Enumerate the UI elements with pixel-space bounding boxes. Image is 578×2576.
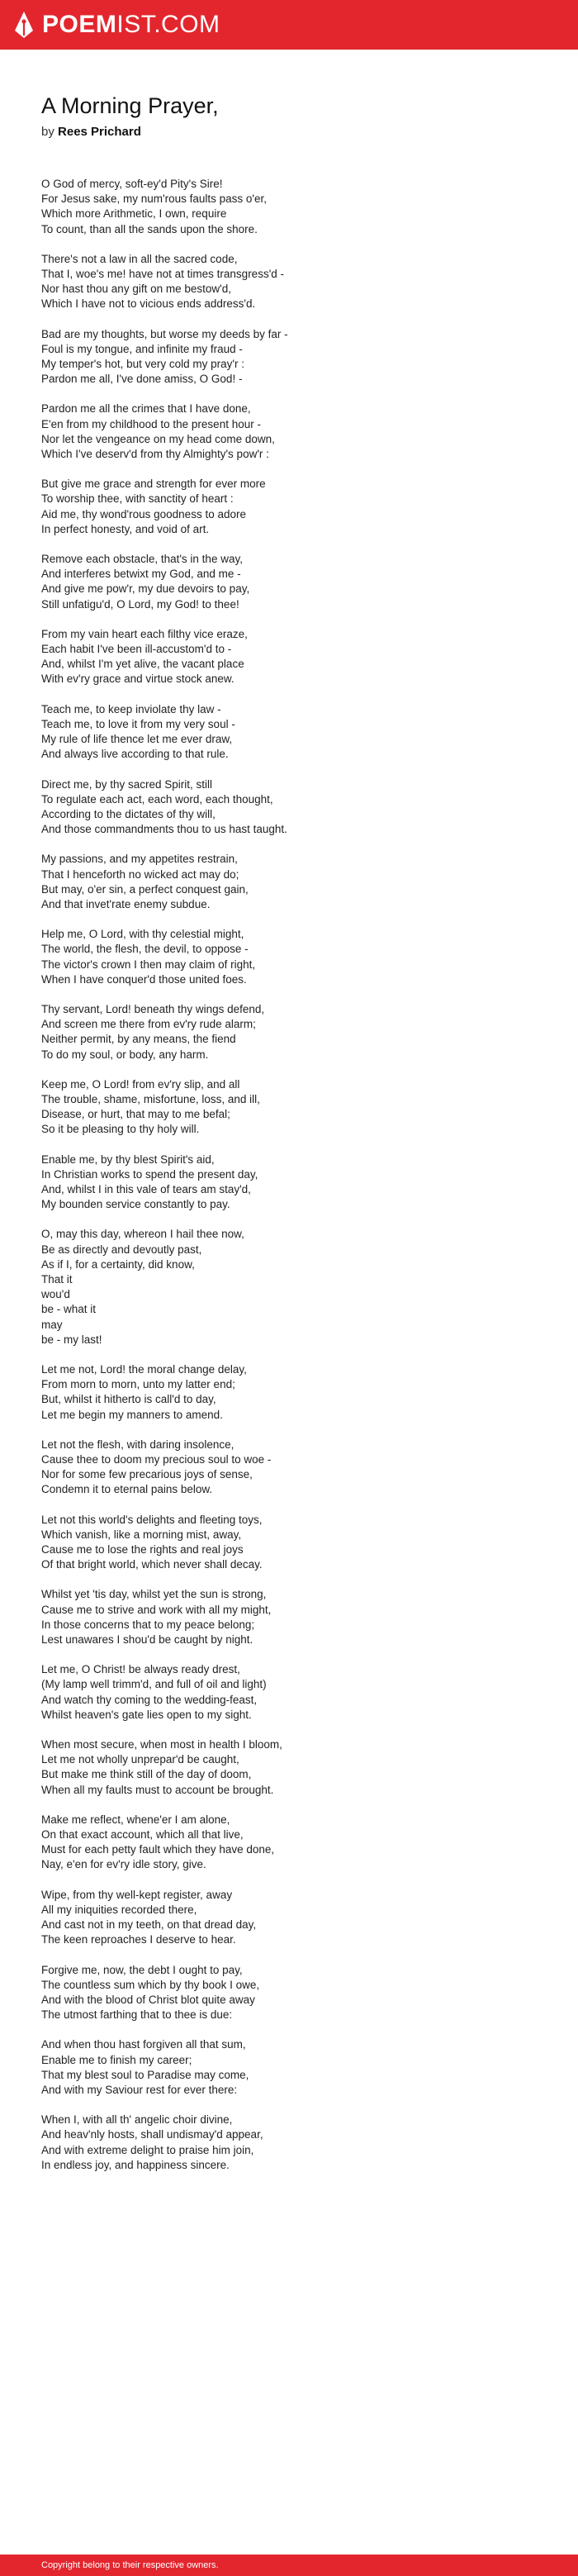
poem-line: Teach me, to keep inviolate thy law - xyxy=(41,702,221,715)
poem-line: Direct me, by thy sacred Spirit, still xyxy=(41,777,213,791)
stanza xyxy=(41,1587,553,1647)
poem-line: Make me reflect, whene'er I am alone, xyxy=(41,1813,230,1826)
poem-line: And with the blood of Christ blot quite away xyxy=(41,1993,255,2006)
pen-nib-icon xyxy=(13,11,35,39)
stanza xyxy=(41,702,553,763)
poem-line: The world, the flesh, the devil, to oppose - xyxy=(41,943,249,956)
poem-line: But, whilst it hitherto is call'd to day, xyxy=(41,1393,216,1406)
poem-line: And heav'nly hosts, shall undismay'd appear, xyxy=(41,2128,263,2141)
poem-line: When most secure, when most in health I bloom, xyxy=(41,1738,282,1751)
poem-line: Still unfatigu'd, O Lord, my God! to thee! xyxy=(41,597,239,611)
poem-line: (My lamp well trimm'd, and full of oil and light) xyxy=(41,1678,267,1691)
author-link[interactable]: Rees Prichard xyxy=(58,125,141,139)
poem-line: Cause thee to doom my precious soul to woe - xyxy=(41,1453,272,1466)
poem-line: The keen reproaches I deserve to hear. xyxy=(41,1933,236,1946)
poem-line: Cause me to strive and work with all my might, xyxy=(41,1603,272,1616)
poem-line: Pardon me all the crimes that I have done, xyxy=(41,402,251,416)
byline xyxy=(41,124,553,140)
poem-line: My passions, and my appetites restrain, xyxy=(41,853,238,866)
poem-line: be - what it xyxy=(41,1303,97,1316)
site-footer xyxy=(0,2555,578,2576)
poem-line: That my blest soul to Paradise may come, xyxy=(41,2068,249,2081)
stanza xyxy=(41,1813,553,1873)
poem-line: Which I have not to vicious ends address'd. xyxy=(41,297,256,311)
poem-line: My bounden service constantly to pay. xyxy=(41,1198,230,1211)
poem-line: My rule of life thence let me ever draw, xyxy=(41,733,233,746)
poem-line: Let not the flesh, with daring insolence, xyxy=(41,1438,235,1451)
poem-line: The victor's crown I then may claim of right, xyxy=(41,958,256,971)
stanza xyxy=(41,852,553,912)
stanza xyxy=(41,402,553,462)
poem-line: And give me pow'r, my due devoirs to pay, xyxy=(41,582,250,596)
poem-line: Of that bright world, which never shall decay. xyxy=(41,1558,263,1571)
poem-line: That it xyxy=(41,1272,73,1286)
poem-line: Thy servant, Lord! beneath thy wings defend, xyxy=(41,1002,265,1015)
poem-line: Disease, or hurt, that may to me befal; xyxy=(41,1108,230,1121)
stanza xyxy=(41,1888,553,1948)
brand-light: IST.COM xyxy=(116,11,220,38)
poem-line: There's not a law in all the sacred code, xyxy=(41,252,238,265)
poem-line: In those concerns that to my peace belong; xyxy=(41,1618,255,1631)
poem-line: Whilst heaven's gate lies open to my sight. xyxy=(41,1708,252,1721)
copyright-text: Copyright belong to their respective owners. xyxy=(41,2560,219,2570)
poem-line: Which more Arithmetic, I own, require xyxy=(41,207,227,221)
poem-line: From morn to morn, unto my latter end; xyxy=(41,1378,235,1391)
poem-line: Keep me, O Lord! from ev'ry slip, and all xyxy=(41,1077,240,1091)
poem-line: And interferes betwixt my God, and me - xyxy=(41,568,241,581)
poem-line: In Christian works to spend the present day, xyxy=(41,1167,258,1181)
poem-line: The trouble, shame, misfortune, loss, and ill, xyxy=(41,1092,260,1105)
poem-line: When I, with all th' angelic choir divine, xyxy=(41,2113,233,2127)
stanza xyxy=(41,1963,553,2023)
poem-line: And those commandments thou to us hast taught. xyxy=(41,823,287,836)
poem-line: So it be pleasing to thy holy will. xyxy=(41,1123,200,1136)
poem-line: And always live according to that rule. xyxy=(41,748,229,761)
poem-line: Nor for some few precarious joys of sense, xyxy=(41,1468,253,1481)
poem-line: My temper's hot, but very cold my pray'r : xyxy=(41,358,244,371)
poem-body xyxy=(41,177,553,2173)
poem-line: But give me grace and strength for ever more xyxy=(41,478,266,491)
stanza xyxy=(41,252,553,312)
poem-line: On that exact account, which all that live, xyxy=(41,1828,244,1842)
poem-line: Be as directly and devoutly past, xyxy=(41,1243,202,1256)
poem-line: When I have conquer'd those united foes. xyxy=(41,972,247,986)
stanza xyxy=(41,1227,553,1347)
poem-line: Let me, O Christ! be always ready drest, xyxy=(41,1663,240,1676)
stanza xyxy=(41,1662,553,1723)
poem-line: Forgive me, now, the debt I ought to pay, xyxy=(41,1963,243,1976)
poem-line: The utmost farthing that to thee is due: xyxy=(41,2008,233,2022)
stanza xyxy=(41,927,553,987)
poem-line: Enable me, by thy blest Spirit's aid, xyxy=(41,1153,215,1166)
poem-line: And when thou hast forgiven all that sum, xyxy=(41,2038,246,2051)
poem-line: O, may this day, whereon I hail thee now, xyxy=(41,1228,244,1241)
poem-line: Let me begin my manners to amend. xyxy=(41,1408,223,1421)
poem-line: In endless joy, and happiness sincere. xyxy=(41,2158,230,2171)
poem-line: To do my soul, or body, any harm. xyxy=(41,1048,209,1061)
stanza xyxy=(41,777,553,838)
stanza xyxy=(41,327,553,387)
stanza xyxy=(41,1737,553,1798)
poem-line: To worship thee, with sanctity of heart : xyxy=(41,492,234,506)
poem-line: Cause me to lose the rights and real joys xyxy=(41,1543,244,1557)
poem-line: wou'd xyxy=(41,1288,70,1301)
poem-line: As if I, for a certainty, did know, xyxy=(41,1257,195,1271)
poem-line: Lest unawares I shou'd be caught by night. xyxy=(41,1633,253,1647)
site-header xyxy=(0,0,578,50)
poem-line: In perfect honesty, and void of art. xyxy=(41,522,210,535)
poem-line: From my vain heart each filthy vice eraze, xyxy=(41,627,248,640)
poem-line: And watch thy coming to the wedding-feast, xyxy=(41,1693,258,1706)
site-logo[interactable] xyxy=(13,0,220,50)
poem-line: Let me not, Lord! the moral change delay, xyxy=(41,1363,247,1376)
stanza xyxy=(41,1438,553,1498)
poem-line: And screen me there from ev'ry rude alarm; xyxy=(41,1018,256,1031)
poem-line: And cast not in my teeth, on that dread day, xyxy=(41,1918,257,1932)
poem-line: For Jesus sake, my num'rous faults pass o'er, xyxy=(41,192,268,206)
poem-line: Teach me, to love it from my very soul - xyxy=(41,717,235,730)
poem-line: But may, o'er sin, a perfect conquest gain, xyxy=(41,882,249,896)
poem-line: To regulate each act, each word, each thought, xyxy=(41,792,273,806)
poem-content xyxy=(41,93,553,2188)
poem-line: The countless sum which by thy book I owe, xyxy=(41,1978,260,1991)
poem-line: Neither permit, by any means, the fiend xyxy=(41,1033,236,1046)
poem-line: Wipe, from thy well-kept register, away xyxy=(41,1888,233,1901)
by-label: by xyxy=(41,125,54,139)
stanza xyxy=(41,552,553,612)
poem-line: Each habit I've been ill-accustom'd to - xyxy=(41,643,232,656)
poem-line: Nor hast thou any gift on me bestow'd, xyxy=(41,283,231,296)
poem-line: Help me, O Lord, with thy celestial might, xyxy=(41,928,244,941)
poem-line: Must for each petty fault which they have done, xyxy=(41,1843,275,1856)
poem-line: All my iniquities recorded there, xyxy=(41,1903,197,1916)
poem-line: And that invet'rate enemy subdue. xyxy=(41,897,211,910)
poem-line: And with my Saviour rest for ever there: xyxy=(41,2083,238,2096)
poem-line: According to the dictates of thy will, xyxy=(41,807,216,820)
poem-line: And, whilst I'm yet alive, the vacant place xyxy=(41,658,244,671)
stanza xyxy=(41,2113,553,2173)
poem-line: Enable me to finish my career; xyxy=(41,2053,192,2066)
poem-line: That I, woe's me! have not at times transgress'd - xyxy=(41,268,285,281)
brand-name xyxy=(42,0,220,50)
poem-line: Which I've deserv'd from thy Almighty's pow'r : xyxy=(41,448,269,461)
poem-line: Let me not wholly unprepar'd be caught, xyxy=(41,1753,239,1766)
poem-line: Aid me, thy wond'rous goodness to adore xyxy=(41,507,246,520)
stanza xyxy=(41,2037,553,2098)
poem-line: To count, than all the sands upon the shore. xyxy=(41,222,258,235)
stanza xyxy=(41,1002,553,1062)
poem-line: But make me think still of the day of doom, xyxy=(41,1768,252,1781)
stanza xyxy=(41,477,553,537)
brand-bold: POEM xyxy=(42,11,117,38)
stanza xyxy=(41,627,553,687)
poem-line: Which vanish, like a morning mist, away, xyxy=(41,1528,242,1541)
stanza xyxy=(41,1362,553,1423)
poem-line: Condemn it to eternal pains below. xyxy=(41,1483,213,1496)
poem-line: When all my faults must to account be brought. xyxy=(41,1783,274,1796)
stanza xyxy=(41,1513,553,1573)
poem-line: And, whilst I in this vale of tears am stay'd, xyxy=(41,1182,251,1195)
poem-line: Whilst yet 'tis day, whilst yet the sun is strong, xyxy=(41,1588,267,1601)
poem-line: Remove each obstacle, that's in the way, xyxy=(41,553,243,566)
poem-line: may xyxy=(41,1318,63,1331)
stanza xyxy=(41,177,553,237)
poem-line: O God of mercy, soft-ey'd Pity's Sire! xyxy=(41,178,223,190)
poem-line: That I henceforth no wicked act may do; xyxy=(41,867,239,881)
poem-line: Bad are my thoughts, but worse my deeds by far - xyxy=(41,327,288,340)
poem-line: Nor let the vengeance on my head come down, xyxy=(41,432,275,445)
poem-line: Pardon me all, I've done amiss, O God! - xyxy=(41,373,243,386)
poem-line: be - my last! xyxy=(41,1333,102,1346)
poem-line: Nay, e'en for ev'ry idle story, give. xyxy=(41,1858,206,1871)
stanza xyxy=(41,1077,553,1138)
poem-line: E'en from my childhood to the present hour - xyxy=(41,417,261,430)
poem-line: Foul is my tongue, and infinite my fraud - xyxy=(41,342,243,355)
poem-line: Let not this world's delights and fleeting toys, xyxy=(41,1513,263,1526)
poem-line: And with extreme delight to praise him join, xyxy=(41,2143,254,2156)
stanza xyxy=(41,1153,553,1213)
poem-line: With ev'ry grace and virtue stock anew. xyxy=(41,673,235,686)
poem-title: A Morning Prayer, xyxy=(41,93,219,118)
